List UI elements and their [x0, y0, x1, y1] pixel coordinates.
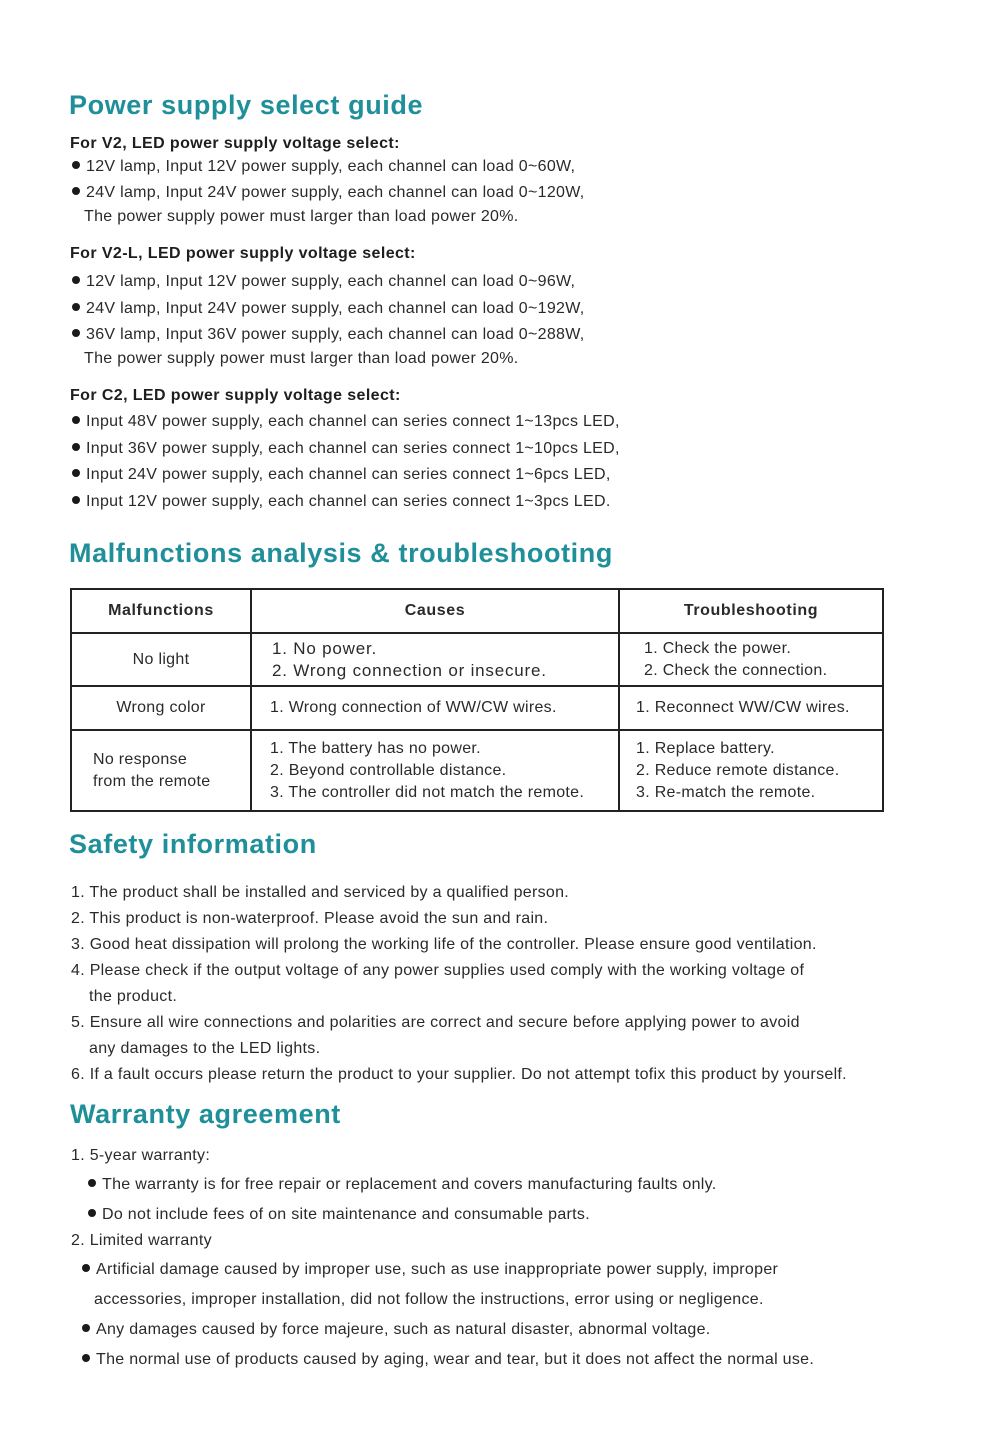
cell-text: 1. Reconnect WW/CW wires.	[636, 699, 850, 716]
safety-line: 2. This product is non-waterproof. Please avoid the sun and rain.	[71, 910, 549, 927]
list-item	[88, 1206, 590, 1224]
cell-text: 3. Re-match the remote.	[636, 783, 816, 801]
cell-text: from the remote	[93, 772, 211, 790]
list-item	[72, 466, 611, 484]
list-item-text: Input 12V power supply, each channel can series connect 1~3pcs LED.	[86, 493, 611, 510]
bullet-icon	[72, 416, 80, 424]
table-row	[71, 686, 883, 730]
malfunction-cell	[71, 730, 251, 811]
list-item-text: 12V lamp, Input 12V power supply, each channel can load 0~60W,	[86, 158, 576, 175]
causes-cell	[251, 730, 619, 811]
malfunctions-section-title: Malfunctions analysis & troubleshooting	[69, 538, 613, 568]
causes-cell	[251, 686, 619, 730]
bullet-icon	[72, 329, 80, 337]
list-item	[72, 440, 620, 458]
list-item-text: Input 36V power supply, each channel can series connect 1~10pcs LED,	[86, 440, 620, 457]
fixes-cell	[619, 686, 883, 730]
cell-text: 2. Wrong connection or insecure.	[272, 660, 547, 680]
cell-text: 1. Wrong connection of WW/CW wires.	[270, 699, 557, 716]
safety-line: 5. Ensure all wire connections and polarities are correct and secure before applying power to avoid	[71, 1014, 800, 1031]
list-item	[72, 493, 611, 511]
header-malfunctions: Malfunctions	[71, 589, 251, 633]
bullet-icon	[72, 303, 80, 311]
bullet-icon	[72, 469, 80, 477]
bullet-icon	[72, 496, 80, 504]
cell-text: 1. No power.	[272, 638, 378, 658]
bullet-icon	[72, 443, 80, 451]
bullet-icon	[72, 187, 80, 195]
header-troubleshooting: Troubleshooting	[619, 589, 883, 633]
bullet-icon	[82, 1324, 90, 1332]
list-item	[72, 184, 584, 202]
c2-heading: For C2, LED power supply voltage select:	[70, 387, 401, 404]
cell-text: 2. Beyond controllable distance.	[270, 761, 507, 779]
list-item	[72, 300, 584, 318]
list-item-continuation: accessories, improper installation, did not follow the instructions, error using or negligence.	[94, 1291, 764, 1308]
list-item	[88, 1176, 717, 1194]
malfunction-cell	[71, 686, 251, 730]
header-causes: Causes	[251, 589, 619, 633]
safety-line: 3. Good heat dissipation will prolong the working life of the controller. Please ensure good ventilation.	[71, 936, 817, 953]
list-item-text: Do not include fees of on site maintenance and consumable parts.	[102, 1206, 590, 1223]
list-item	[72, 326, 584, 344]
warranty-item-1: 1. 5-year warranty:	[71, 1147, 211, 1164]
cell-text: 1. Check the power.	[644, 639, 792, 657]
power-section-title: Power supply select guide	[69, 90, 424, 120]
list-item-text: Input 24V power supply, each channel can series connect 1~6pcs LED,	[86, 466, 611, 483]
cell-text: No response	[93, 750, 188, 768]
malfunctions-table	[70, 588, 884, 812]
cell-text: Wrong color	[116, 699, 206, 716]
fixes-cell	[619, 633, 883, 686]
bullet-icon	[88, 1179, 96, 1187]
cell-text: No light	[132, 650, 190, 668]
bullet-icon	[82, 1354, 90, 1362]
safety-line: the product.	[89, 988, 178, 1005]
list-item	[82, 1351, 814, 1369]
v2-note: The power supply power must larger than load power 20%.	[84, 208, 519, 225]
bullet-icon	[72, 276, 80, 284]
list-item-text: 24V lamp, Input 24V power supply, each channel can load 0~192W,	[86, 300, 585, 317]
list-item-text: The warranty is for free repair or replacement and covers manufacturing faults only.	[102, 1176, 717, 1193]
safety-line: any damages to the LED lights.	[89, 1040, 321, 1057]
fixes-cell	[619, 730, 883, 811]
cell-text: 3. The controller did not match the remote.	[270, 783, 585, 801]
safety-section-title: Safety information	[69, 829, 317, 859]
cell-text: 1. The battery has no power.	[270, 739, 481, 757]
bullet-icon	[82, 1264, 90, 1272]
v2l-note: The power supply power must larger than load power 20%.	[84, 350, 519, 367]
v2-heading: For V2, LED power supply voltage select:	[70, 135, 400, 152]
warranty-section-title: Warranty agreement	[70, 1099, 341, 1129]
list-item-text: Artificial damage caused by improper use, such as use inappropriate power supply, improper	[96, 1261, 779, 1278]
bullet-icon	[72, 161, 80, 169]
safety-line: 1. The product shall be installed and serviced by a qualified person.	[71, 884, 570, 901]
cell-text: 1. Replace battery.	[636, 739, 775, 757]
list-item	[72, 413, 620, 431]
list-item-text: 36V lamp, Input 36V power supply, each channel can load 0~288W,	[86, 326, 585, 343]
table-row	[71, 730, 883, 811]
list-item-text: 12V lamp, Input 12V power supply, each channel can load 0~96W,	[86, 273, 576, 290]
list-item-text: Any damages caused by force majeure, such as natural disaster, abnormal voltage.	[96, 1321, 711, 1338]
safety-line: 6. If a fault occurs please return the product to your supplier. Do not attempt tofix this product by yourself.	[71, 1066, 847, 1083]
list-item-text: Input 48V power supply, each channel can series connect 1~13pcs LED,	[86, 413, 620, 430]
bullet-icon	[88, 1209, 96, 1217]
cell-text: 2. Check the connection.	[644, 661, 828, 679]
cell-text: 2. Reduce remote distance.	[636, 761, 840, 779]
warranty-item-2: 2. Limited warranty	[71, 1232, 212, 1249]
table-row	[71, 633, 883, 686]
table-header-row	[71, 589, 883, 633]
v2l-heading: For V2-L, LED power supply voltage select:	[70, 245, 416, 262]
list-item	[82, 1261, 778, 1279]
list-item	[72, 158, 575, 176]
list-item-text: 24V lamp, Input 24V power supply, each channel can load 0~120W,	[86, 184, 585, 201]
list-item	[72, 273, 575, 291]
list-item-text: The normal use of products caused by aging, wear and tear, but it does not affect the normal use.	[96, 1351, 815, 1368]
causes-cell	[251, 633, 619, 686]
list-item	[82, 1321, 711, 1339]
malfunction-cell	[71, 633, 251, 686]
safety-line: 4. Please check if the output voltage of any power supplies used comply with the working voltage of	[71, 962, 805, 979]
